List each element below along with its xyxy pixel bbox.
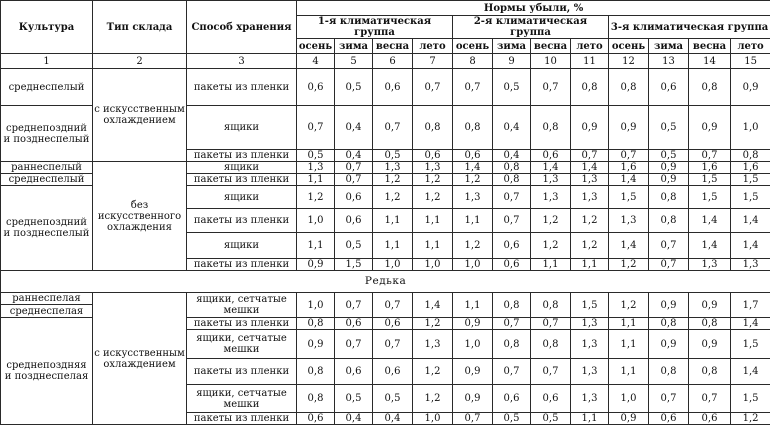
value-cell: 0,7 (649, 259, 689, 271)
value-cell: 0,7 (373, 293, 413, 318)
value-cell: 0,8 (731, 150, 770, 162)
value-cell: 1,4 (453, 162, 493, 174)
col-number: 12 (609, 54, 649, 69)
value-cell: 1,7 (731, 293, 770, 318)
value-cell: 1,2 (531, 233, 571, 259)
culture-cell: среднепоздняя и позднеспелая (1, 318, 93, 425)
value-cell: 0,8 (493, 162, 531, 174)
value-cell: 0,8 (493, 174, 531, 186)
storage-method-cell: пакеты из пленки (187, 150, 297, 162)
value-cell: 0,6 (493, 233, 531, 259)
storage-type-cell: с искусственным охлаждением (93, 293, 187, 425)
storage-method-cell: ящики, сетчатые мешки (187, 330, 297, 359)
value-cell: 1,3 (689, 259, 731, 271)
value-cell: 0,9 (649, 174, 689, 186)
value-cell: 0,9 (689, 106, 731, 150)
value-cell: 1,0 (453, 330, 493, 359)
storage-method-cell: пакеты из пленки (187, 174, 297, 186)
section-title: Редька (1, 271, 770, 293)
value-cell: 1,2 (609, 293, 649, 318)
value-cell: 0,6 (335, 359, 373, 385)
value-cell: 0,5 (373, 150, 413, 162)
value-cell: 0,9 (689, 330, 731, 359)
value-cell: 0,5 (493, 69, 531, 106)
header-season: весна (531, 39, 571, 54)
value-cell: 1,0 (297, 293, 335, 318)
header-season: зима (335, 39, 373, 54)
value-cell: 1,2 (609, 259, 649, 271)
value-cell: 1,2 (453, 233, 493, 259)
value-cell: 1,1 (571, 259, 609, 271)
value-cell: 0,8 (649, 209, 689, 233)
value-cell: 0,7 (335, 162, 373, 174)
value-cell: 1,3 (571, 186, 609, 209)
col-number: 5 (335, 54, 373, 69)
value-cell: 1,1 (413, 209, 453, 233)
storage-method-cell: ящики (187, 186, 297, 209)
value-cell: 0,6 (689, 413, 731, 425)
value-cell: 1,4 (609, 174, 649, 186)
value-cell: 1,4 (531, 162, 571, 174)
culture-cell: среднеспелый (1, 174, 93, 186)
storage-method-cell: пакеты из пленки (187, 69, 297, 106)
value-cell: 0,9 (689, 293, 731, 318)
value-cell: 0,8 (493, 330, 531, 359)
value-cell: 1,3 (571, 330, 609, 359)
value-cell: 1,0 (731, 106, 770, 150)
storage-type-cell: без искусственного охлаждения (93, 162, 187, 271)
header-season: лето (571, 39, 609, 54)
value-cell: 0,7 (571, 150, 609, 162)
storage-method-cell: пакеты из пленки (187, 259, 297, 271)
header-season: лето (731, 39, 770, 54)
value-cell: 0,6 (531, 150, 571, 162)
storage-method-cell: пакеты из пленки (187, 359, 297, 385)
storage-method-cell: пакеты из пленки (187, 413, 297, 425)
value-cell: 1,5 (689, 174, 731, 186)
value-cell: 0,7 (493, 318, 531, 330)
header-row-1 (1, 1, 770, 16)
value-cell: 0,7 (493, 209, 531, 233)
header-season: весна (689, 39, 731, 54)
culture-cell: раннеспелый (1, 162, 93, 174)
value-cell: 1,5 (335, 259, 373, 271)
value-cell: 0,4 (493, 150, 531, 162)
value-cell: 1,1 (571, 413, 609, 425)
culture-cell: среднеспелый (1, 69, 93, 106)
value-cell: 0,6 (493, 259, 531, 271)
value-cell: 0,5 (335, 69, 373, 106)
value-cell: 0,6 (335, 209, 373, 233)
header-culture: Культура (1, 1, 93, 54)
header-season: осень (297, 39, 335, 54)
header-storage-type: Тип склада (93, 1, 187, 54)
col-number: 9 (493, 54, 531, 69)
header-group: 3-я климатическая группа (609, 16, 770, 39)
value-cell: 0,7 (649, 233, 689, 259)
culture-cell: среднеспелая (1, 305, 93, 318)
value-cell: 0,5 (373, 385, 413, 413)
section-row (1, 271, 770, 293)
storage-method-cell: ящики (187, 106, 297, 150)
value-cell: 0,6 (373, 69, 413, 106)
value-cell: 1,1 (297, 174, 335, 186)
value-cell: 1,4 (731, 233, 770, 259)
value-cell: 1,0 (609, 385, 649, 413)
value-cell: 1,3 (571, 385, 609, 413)
value-cell: 0,5 (531, 413, 571, 425)
value-cell: 0,9 (649, 293, 689, 318)
value-cell: 0,9 (297, 259, 335, 271)
table-row (1, 293, 770, 305)
culture-cell: раннеспелая (1, 293, 93, 305)
value-cell: 0,7 (689, 385, 731, 413)
value-cell: 1,6 (731, 162, 770, 174)
value-cell: 0,7 (453, 413, 493, 425)
value-cell: 0,5 (649, 106, 689, 150)
value-cell: 1,1 (453, 209, 493, 233)
value-cell: 1,4 (731, 359, 770, 385)
value-cell: 0,6 (335, 186, 373, 209)
value-cell: 0,6 (649, 69, 689, 106)
value-cell: 0,7 (531, 359, 571, 385)
value-cell: 1,4 (609, 233, 649, 259)
value-cell: 1,3 (571, 174, 609, 186)
header-row-col-numbers (1, 54, 770, 69)
value-cell: 0,9 (649, 330, 689, 359)
value-cell: 0,6 (493, 385, 531, 413)
col-number: 4 (297, 54, 335, 69)
storage-method-cell: ящики (187, 162, 297, 174)
value-cell: 1,3 (571, 359, 609, 385)
value-cell: 1,2 (731, 413, 770, 425)
value-cell: 1,2 (453, 174, 493, 186)
value-cell: 0,7 (493, 186, 531, 209)
value-cell: 0,9 (453, 318, 493, 330)
value-cell: 0,8 (297, 318, 335, 330)
value-cell: 0,9 (571, 106, 609, 150)
value-cell: 1,1 (373, 209, 413, 233)
value-cell: 0,7 (335, 174, 373, 186)
value-cell: 0,8 (689, 318, 731, 330)
storage-method-cell: ящики, сетчатые мешки (187, 293, 297, 318)
col-number: 14 (689, 54, 731, 69)
value-cell: 0,8 (571, 69, 609, 106)
value-cell: 1,2 (373, 186, 413, 209)
value-cell: 1,4 (413, 293, 453, 318)
value-cell: 1,1 (297, 233, 335, 259)
value-cell: 0,7 (689, 150, 731, 162)
value-cell: 0,6 (453, 150, 493, 162)
value-cell: 1,3 (413, 162, 453, 174)
storage-method-cell: пакеты из пленки (187, 209, 297, 233)
value-cell: 0,8 (649, 318, 689, 330)
col-number: 2 (93, 54, 187, 69)
value-cell: 0,6 (335, 318, 373, 330)
value-cell: 1,3 (297, 162, 335, 174)
value-cell: 1,3 (413, 330, 453, 359)
col-number: 15 (731, 54, 770, 69)
value-cell: 1,1 (609, 318, 649, 330)
value-cell: 0,6 (297, 413, 335, 425)
value-cell: 1,2 (571, 233, 609, 259)
value-cell: 1,1 (609, 330, 649, 359)
value-cell: 1,2 (373, 174, 413, 186)
header-storage-method: Способ хранения (187, 1, 297, 54)
col-number: 1 (1, 54, 93, 69)
value-cell: 1,2 (531, 209, 571, 233)
value-cell: 0,8 (609, 69, 649, 106)
value-cell: 1,1 (531, 259, 571, 271)
value-cell: 0,6 (531, 385, 571, 413)
value-cell: 0,8 (649, 186, 689, 209)
value-cell: 0,7 (649, 385, 689, 413)
value-cell: 0,6 (413, 150, 453, 162)
value-cell: 0,8 (453, 106, 493, 150)
value-cell: 0,8 (531, 293, 571, 318)
value-cell: 0,7 (335, 330, 373, 359)
value-cell: 1,3 (531, 174, 571, 186)
value-cell: 0,9 (297, 330, 335, 359)
value-cell: 1,1 (609, 359, 649, 385)
value-cell: 0,9 (609, 106, 649, 150)
storage-method-cell: пакеты из пленки (187, 318, 297, 330)
value-cell: 1,2 (413, 174, 453, 186)
value-cell: 0,7 (373, 330, 413, 359)
value-cell: 1,3 (531, 186, 571, 209)
value-cell: 0,7 (373, 106, 413, 150)
value-cell: 0,8 (413, 106, 453, 150)
value-cell: 1,2 (297, 186, 335, 209)
col-number: 13 (649, 54, 689, 69)
value-cell: 0,8 (531, 330, 571, 359)
col-number: 7 (413, 54, 453, 69)
value-cell: 0,5 (335, 385, 373, 413)
value-cell: 0,8 (689, 359, 731, 385)
header-group: 2-я климатическая группа (453, 16, 609, 39)
header-season: осень (453, 39, 493, 54)
value-cell: 1,1 (373, 233, 413, 259)
value-cell: 0,7 (413, 69, 453, 106)
value-cell: 1,3 (609, 209, 649, 233)
value-cell: 0,4 (373, 413, 413, 425)
value-cell: 0,6 (373, 318, 413, 330)
value-cell: 1,6 (689, 162, 731, 174)
value-cell: 0,8 (649, 359, 689, 385)
value-cell: 0,6 (649, 413, 689, 425)
header-season: лето (413, 39, 453, 54)
value-cell: 0,4 (493, 106, 531, 150)
value-cell: 1,1 (453, 293, 493, 318)
col-number: 3 (187, 54, 297, 69)
value-cell: 1,2 (413, 318, 453, 330)
value-cell: 0,7 (609, 150, 649, 162)
value-cell: 0,8 (689, 69, 731, 106)
value-cell: 1,6 (609, 162, 649, 174)
header-group: 1-я климатическая группа (297, 16, 453, 39)
value-cell: 1,4 (731, 209, 770, 233)
storage-method-cell: ящики (187, 233, 297, 259)
value-cell: 1,3 (571, 318, 609, 330)
storage-type-cell: с искусственным охлаждением (93, 69, 187, 162)
header-season: зима (649, 39, 689, 54)
value-cell: 0,4 (335, 413, 373, 425)
value-cell: 0,6 (297, 69, 335, 106)
value-cell: 0,9 (453, 359, 493, 385)
value-cell: 1,3 (373, 162, 413, 174)
col-number: 11 (571, 54, 609, 69)
value-cell: 0,8 (297, 359, 335, 385)
value-cell: 0,7 (297, 106, 335, 150)
value-cell: 1,2 (413, 385, 453, 413)
value-cell: 1,0 (373, 259, 413, 271)
value-cell: 1,5 (609, 186, 649, 209)
value-cell: 0,4 (335, 150, 373, 162)
value-cell: 1,0 (453, 259, 493, 271)
header-season: осень (609, 39, 649, 54)
table-row (1, 162, 770, 174)
value-cell: 0,7 (335, 293, 373, 318)
value-cell: 0,8 (531, 106, 571, 150)
value-cell: 1,4 (689, 209, 731, 233)
storage-method-cell: ящики, сетчатые мешки (187, 385, 297, 413)
value-cell: 1,4 (731, 318, 770, 330)
value-cell: 0,8 (493, 293, 531, 318)
value-cell: 0,5 (335, 233, 373, 259)
value-cell: 0,5 (649, 150, 689, 162)
value-cell: 1,0 (297, 209, 335, 233)
value-cell: 1,0 (413, 413, 453, 425)
header-norms: Нормы убыли, % (297, 1, 770, 16)
value-cell: 0,5 (297, 150, 335, 162)
value-cell: 1,5 (571, 293, 609, 318)
culture-cell: среднепоздний и позднеспелый (1, 106, 93, 162)
table-row (1, 69, 770, 106)
value-cell: 1,5 (689, 186, 731, 209)
culture-cell: среднепоздний и позднеспелый (1, 186, 93, 271)
value-cell: 0,7 (453, 69, 493, 106)
value-cell: 0,6 (373, 359, 413, 385)
value-cell: 0,8 (297, 385, 335, 413)
value-cell: 1,1 (413, 233, 453, 259)
value-cell: 0,9 (453, 385, 493, 413)
value-cell: 1,2 (413, 359, 453, 385)
col-number: 8 (453, 54, 493, 69)
value-cell: 1,5 (731, 385, 770, 413)
value-cell: 1,4 (689, 233, 731, 259)
value-cell: 1,5 (731, 186, 770, 209)
col-number: 6 (373, 54, 413, 69)
value-cell: 0,4 (335, 106, 373, 150)
value-cell: 1,2 (413, 186, 453, 209)
value-cell: 1,0 (413, 259, 453, 271)
col-number: 10 (531, 54, 571, 69)
value-cell: 1,3 (731, 259, 770, 271)
value-cell: 1,4 (571, 162, 609, 174)
header-season: весна (373, 39, 413, 54)
value-cell: 0,7 (493, 359, 531, 385)
value-cell: 0,7 (531, 318, 571, 330)
header-season: зима (493, 39, 531, 54)
value-cell: 0,5 (493, 413, 531, 425)
value-cell: 1,2 (571, 209, 609, 233)
value-cell: 1,5 (731, 174, 770, 186)
value-cell: 0,9 (649, 162, 689, 174)
value-cell: 1,5 (731, 330, 770, 359)
value-cell: 0,9 (731, 69, 770, 106)
value-cell: 0,9 (609, 413, 649, 425)
value-cell: 1,3 (453, 186, 493, 209)
value-cell: 0,7 (531, 69, 571, 106)
